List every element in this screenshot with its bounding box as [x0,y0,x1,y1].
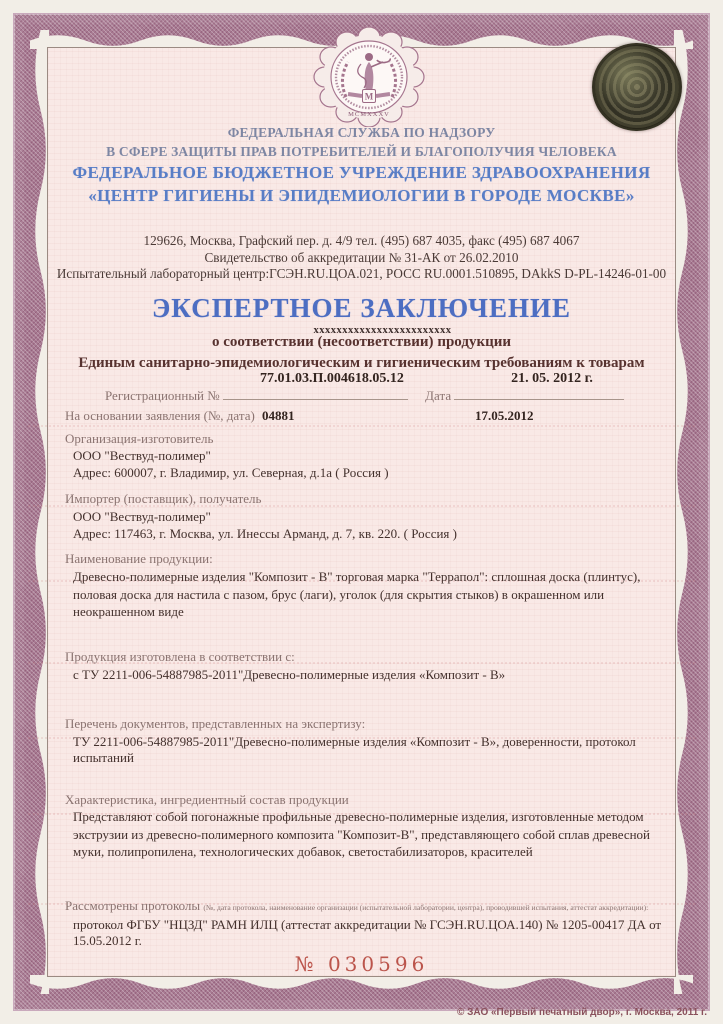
application-date: 17.05.2012 [475,408,534,423]
border-wave-bottom [30,975,693,994]
characteristics-label: Характеристика, ингредиентный состав продукции [65,792,349,807]
seal-year-label: MCMXXXV [348,111,390,118]
document-title: ЭКСПЕРТНОЕ ЗАКЛЮЧЕНИЕ [152,293,571,323]
documents-text: ТУ 2211-006-54887985-2011"Древесно-полимерные изделия «Композит - В», доверенности, протокол испытаний [73,734,636,765]
institution-address: 129626, Москва, Графский пер. д. 4/9 тел. (495) 687 4035, факс (495) 687 4067 [143,233,580,248]
strikeout-xs: хххххххххххххххххххххххх [313,325,452,336]
certificate-content [47,47,676,977]
compliance-text: с ТУ 2211-006-54887985-2011"Древесно-полимерные изделия «Композит - В» [73,667,506,682]
institution-line1: ФЕДЕРАЛЬНОЕ БЮДЖЕТНОЕ УЧРЕЖДЕНИЕ ЗДРАВООХРАНЕНИЯ [72,163,651,182]
documents-label: Перечень документов, представленных на экспертизу: [65,716,366,731]
agency-line2: В СФЕРЕ ЗАЩИТЫ ПРАВ ПОТРЕБИТЕЛЕЙ И БЛАГОПОЛУЧИЯ ЧЕЛОВЕКА [106,144,617,159]
registration-number-value: 77.01.03.П.004618.05.12 [260,371,404,386]
registration-date-underline [454,386,624,400]
application-label: На основании заявления (№, дата) [65,408,255,423]
document-subtitle [47,325,676,351]
institution-line2: «ЦЕНТР ГИГИЕНЫ И ЭПИДЕМИОЛОГИИ В ГОРОДЕ МОСКВЕ» [88,186,635,205]
manufacturer-label: Организация-изготовитель [65,431,214,446]
compliance-label: Продукция изготовлена в соответствии с: [65,649,295,664]
registration-number-label: Регистрационный № [105,388,220,403]
registration-date-value: 21. 05. 2012 г. [511,371,593,386]
document-subtitle2: Единым санитарно-эпидемиологическим и гигиеническим требованиям к товарам [78,355,645,371]
subtitle-prefix: о соответствии [211,334,318,350]
subtitle-struck-word: (несоответствии) хххххххххххххххххххххххх [313,325,452,350]
serial-number: № 030596 [294,952,429,976]
printer-copyright: © ЗАО «Первый печатный двор», г. Москва, 2011 г. [456,1007,707,1018]
protocols-label-row [65,898,669,914]
seal-monogram: М [364,91,374,102]
importer-address: Адрес: 117463, г. Москва, ул. Инессы Арманд, д. 7, кв. 220. ( Россия ) [73,526,457,541]
manufacturer-name: ООО "Вествуд-полимер" [73,448,211,463]
subtitle-suffix: продукции [433,334,512,350]
protocols-label-small: (№, дата протокола, наименование организации (испытательной лаборатории, центра), проводившей испытания, аттестат аккредитации): [203,903,649,912]
characteristics-text: Представляют собой погонажные профильные древесно-полимерные изделия, изготовленные методом экструзии из древесно-полимерного композита "Композит-В", представляющего собой сплав древесной муки, полипропилена, технологических добавок, светостабилизаторов, красителей [73,809,651,859]
border-wave-right [674,30,693,994]
application-number: 04881 [262,408,295,423]
accreditation-line: Свидетельство об аккредитации № 31-АК от 26.02.2010 [204,250,519,265]
registration-labels-row [105,386,665,404]
importer-name: ООО "Вествуд-полимер" [73,509,211,524]
agency-line1: ФЕДЕРАЛЬНАЯ СЛУЖБА ПО НАДЗОРУ [227,125,496,140]
registration-number-underline [223,386,408,400]
manufacturer-address: Адрес: 600007, г. Владимир, ул. Северная, д.1а ( Россия ) [73,465,389,480]
product-text: Древесно-полимерные изделия "Композит - В" торговая марка "Террапол": сплошная доска (плинтус), половая доска для настила с пазом, брус (лаги), уголок (для скрытия стыков) в окрашенном или неокрашенном виде [73,569,641,619]
product-label: Наименование продукции: [65,551,213,566]
importer-label: Импортер (поставщик), получатель [65,491,262,506]
protocols-text: протокол ФГБУ "НЦЗД" РАМН ИЛЦ (аттестат аккредитации № ГСЭН.RU.ЦОА.140) № 1205-00417 ДА от 15.05.2012 г. [73,917,662,948]
registration-date-label: Дата [425,388,452,403]
protocols-label: Рассмотрены протоколы [65,898,201,913]
lab-center-line: Испытательный лабораторный центр:ГСЭН.RU.ЦОА.021, РОСС RU.0001.510895, DAkkS D-PL-14246-01-00 [56,266,667,281]
